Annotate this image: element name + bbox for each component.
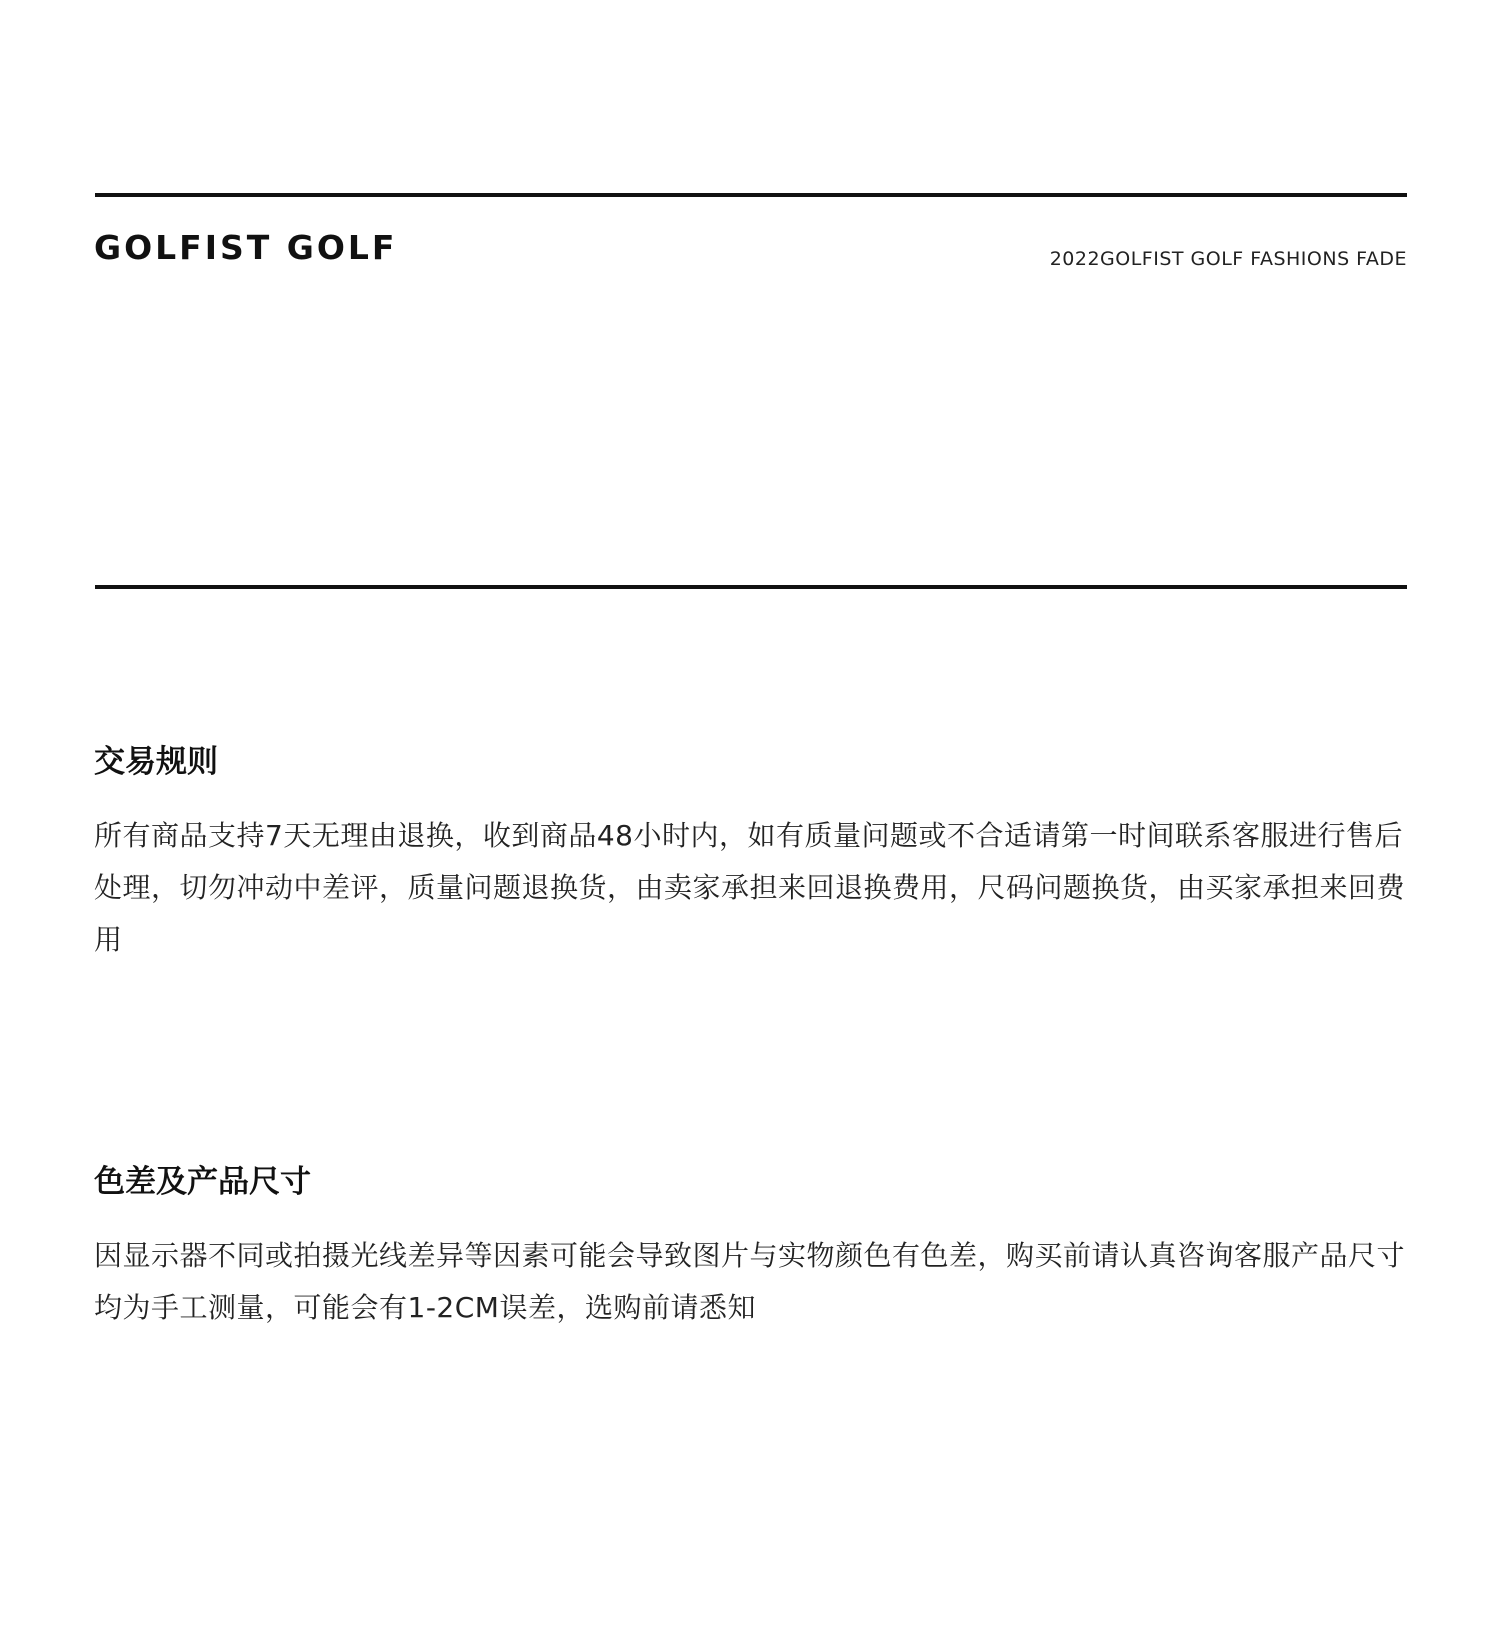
color-size-section — [94, 1160, 1412, 1334]
brand-title: GOLFIST GOLF — [94, 228, 398, 267]
brand-tagline: 2022GOLFIST GOLF FASHIONS FADE — [1049, 248, 1407, 270]
trade-rules-title: 交易规则 — [94, 744, 218, 780]
top-divider — [95, 193, 1407, 197]
color-size-title: 色差及产品尺寸 — [94, 1164, 311, 1200]
color-size-body: 因显示器不同或拍摄光线差异等因素可能会导致图片与实物颜色有色差，购买前请认真咨询客服产品尺寸均为手工测量，可能会有1-2CM误差，选购前请悉知 — [94, 1239, 1406, 1324]
trade-rules-body: 所有商品支持7天无理由退换，收到商品48小时内，如有质量问题或不合适请第一时间联系客服进行售后处理，切勿冲动中差评，质量问题退换货，由卖家承担来回退换费用，尺码问题换货，由买家承担来回费用 — [94, 819, 1406, 956]
bottom-divider — [95, 585, 1407, 589]
trade-rules-section — [94, 740, 1412, 966]
